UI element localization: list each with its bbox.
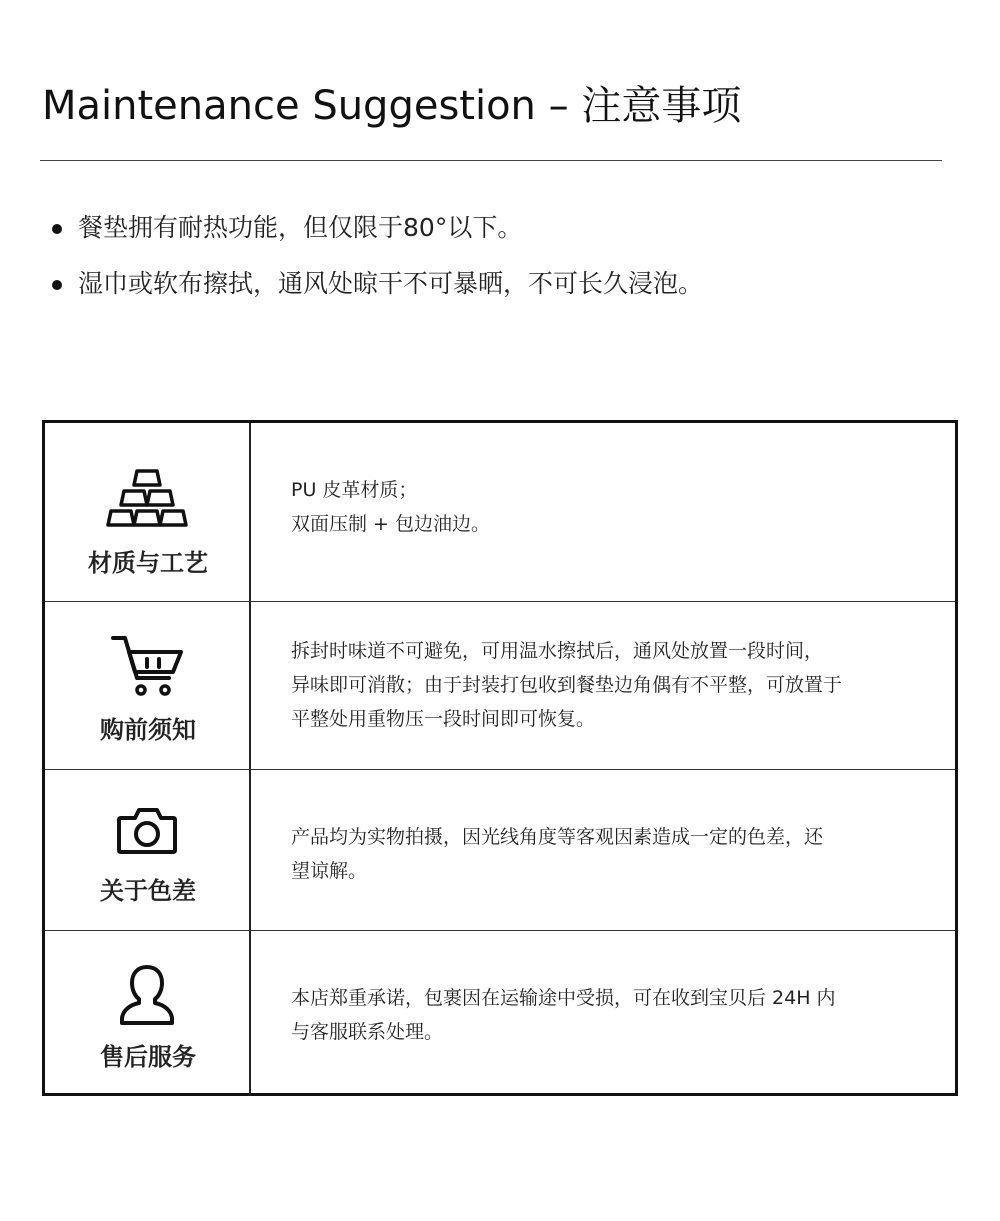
table-row-material [45, 423, 955, 601]
table-row-purchase-notes [45, 601, 955, 769]
row-header-cell [45, 931, 251, 1096]
row-text-line: PU 皮革材质； [291, 479, 418, 501]
title-divider [40, 160, 942, 161]
table-row-after-sales [45, 930, 955, 1096]
row-text-line: 拆封时味道不可避免，可用温水擦拭后，通风处放置一段时间， [291, 640, 824, 662]
row-label: 关于色差 [100, 877, 196, 905]
row-text-line: 异味即可消散；由于封装打包收到餐垫边角偶有不平整，可放置于 [291, 674, 843, 696]
camera-icon [115, 806, 179, 856]
row-label: 购前须知 [100, 716, 196, 744]
stacked-blocks-icon [105, 467, 189, 529]
row-header-cell [45, 423, 251, 601]
care-note: 餐垫拥有耐热功能，但仅限于80°以下。 [50, 208, 703, 264]
row-text-line: 产品均为实物拍摄，因光线角度等客观因素造成一定的色差，还 [291, 826, 824, 848]
row-text-line: 与客服联系处理。 [291, 1021, 444, 1043]
row-content [291, 820, 935, 888]
row-content [291, 981, 935, 1049]
row-text-line: 双面压制 + 包边油边。 [291, 513, 490, 535]
row-text-line: 平整处用重物压一段时间即可恢复。 [291, 708, 596, 730]
row-label: 材质与工艺 [88, 549, 208, 577]
row-content [291, 634, 935, 736]
row-text-line: 本店郑重承诺，包裹因在运输途中受损，可在收到宝贝后 24H 内 [291, 987, 836, 1009]
row-label: 售后服务 [100, 1043, 196, 1071]
row-header-cell [45, 770, 251, 930]
row-text-line: 望谅解。 [291, 860, 368, 882]
row-content [291, 473, 935, 541]
user-icon [117, 963, 177, 1027]
table-row-color-difference [45, 769, 955, 930]
care-note: 湿巾或软布擦拭，通风处晾干不可暴晒，不可长久浸泡。 [50, 264, 703, 320]
row-header-cell [45, 602, 251, 769]
info-table [42, 420, 958, 1096]
shopping-cart-icon [107, 632, 187, 698]
page-title: Maintenance Suggestion – 注意事项 [42, 83, 742, 129]
care-notes-list [50, 208, 703, 320]
